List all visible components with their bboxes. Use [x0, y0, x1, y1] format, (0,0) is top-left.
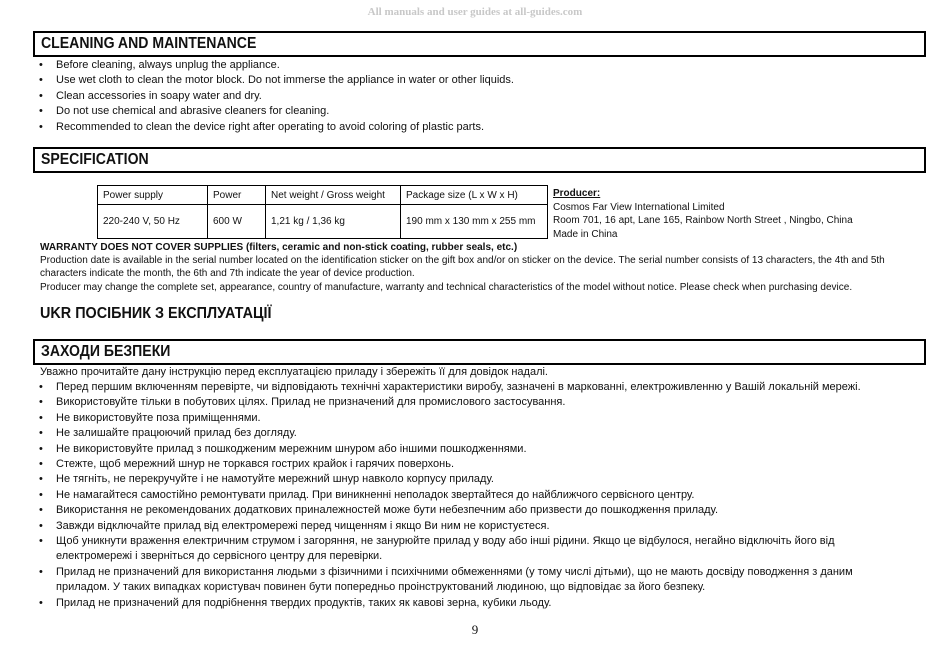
table-cell: 190 mm x 130 mm x 255 mm [401, 205, 548, 239]
list-item: • Do not use chemical and abrasive cleaners for cleaning. [33, 104, 514, 119]
list-item: • Before cleaning, always unplug the appliance. [33, 58, 514, 73]
list-item: • Не використовуйте поза приміщеннями. [33, 411, 906, 426]
table-cell: 220-240 V, 50 Hz [98, 205, 208, 239]
safety-intro: Уважно прочитайте дану інструкцію перед експлуатацією приладу і збережіть її для довідок надалі. [40, 366, 548, 378]
table-row [98, 205, 548, 239]
list-item: • Не тягніть, не перекручуйте і не намотуйте мережний шнур навколо корпусу приладу. [33, 472, 906, 487]
producer-line: Cosmos Far View International Limited [553, 201, 725, 213]
cleaning-section-header [33, 31, 926, 57]
list-item: • Прилад не призначений для подрібнення твердих продуктів, таких як кавові зерна, кубики льоду. [33, 596, 906, 611]
list-item: • Clean accessories in soapy water and dry. [33, 89, 514, 104]
list-item: • Завжди відключайте прилад від електромережі перед чищенням і якщо Ви ним не користуєтеся. [33, 519, 906, 534]
list-item: • Не використовуйте прилад з пошкодженим мережним шнуром або іншими пошкодженнями. [33, 442, 906, 457]
cleaning-title: CLEANING AND MAINTENANCE [41, 35, 257, 52]
watermark: All manuals and user guides at all-guides.com [367, 6, 583, 18]
list-item: • Прилад не призначений для використання людьми з фізичними і психічними обмеженнями (у тому числі дітьми), що не мають досвіду поводження з даним приладом. У таких випадках користувач повинен бути попередньо проінструктований людиною, що відповідає за його безпеку. [33, 565, 906, 596]
list-item: • Не залишайте працюючий прилад без догляду. [33, 426, 906, 441]
list-item: • Не намагайтеся самостійно ремонтувати прилад. При виникненні неполадок звертайтеся до найближчого сервісного центру. [33, 488, 906, 503]
list-item: • Використовуйте тільки в побутових цілях. Прилад не призначений для промислового застосування. [33, 395, 906, 410]
table-cell: 1,21 kg / 1,36 kg [266, 205, 401, 239]
table-header-cell: Net weight / Gross weight [266, 186, 401, 205]
producer-change-note: Producer may change the complete set, appearance, country of manufacture, warranty and technical characteristics of the model without notice. Please check when purchasing device. [40, 282, 853, 293]
safety-section-header [33, 339, 926, 365]
table-header-cell: Power supply [98, 186, 208, 205]
spec-title: SPECIFICATION [41, 151, 149, 168]
spec-table [97, 185, 548, 239]
list-item: • Щоб уникнути враження електричним струмом і загоряння, не занурюйте прилад у воду або інші рідини. Якщо це відбулося, негайно відключіть його від електромережі і зверніться до сервісного центру для перевірки. [33, 534, 906, 565]
table-header-cell: Package size (L x W x H) [401, 186, 548, 205]
table-cell: 600 W [208, 205, 266, 239]
producer-block [553, 187, 853, 241]
list-item: • Перед першим включенням перевірте, чи відповідають технічні характеристики виробу, зазначені в маркованні, електроживленню у Вашій локальній мережі. [33, 380, 906, 395]
list-item: • Recommended to clean the device right after operating to avoid coloring of plastic parts. [33, 120, 514, 135]
ukr-title-text: UKR ПОСІБНИК З ЕКСПЛУАТАЦІЇ [40, 305, 272, 322]
safety-list [33, 380, 906, 611]
page-number: 9 [471, 622, 479, 637]
table-header-cell: Power [208, 186, 266, 205]
list-item: • Use wet cloth to clean the motor block. Do not immerse the appliance in water or other liquids. [33, 73, 514, 88]
ukr-manual-title [40, 305, 297, 323]
spec-section-header [33, 147, 926, 173]
producer-title: Producer: [553, 188, 601, 199]
table-row [98, 186, 548, 205]
safety-title: ЗАХОДИ БЕЗПЕКИ [41, 343, 171, 360]
cleaning-list [33, 58, 514, 135]
warranty-note: WARRANTY DOES NOT COVER SUPPLIES (filters, ceramic and non-stick coating, rubber seals, etc.) [40, 242, 518, 253]
production-date-note: Production date is available in the serial number located on the identification sticker on the gift box and/or on sticker on the device. The serial number consists of 13 characters, the 4th and 5th characters indicate the month, the 6th and 7th indicate the year of device production. [40, 255, 885, 279]
list-item: • Використання не рекомендованих додаткових приналежностей може бути небезпечним або призвести до пошкодження приладу. [33, 503, 906, 518]
producer-line: Made in China [553, 228, 618, 240]
producer-line: Room 701, 16 apt, Lane 165, Rainbow North Street , Ningbo, China [553, 215, 853, 226]
list-item: • Стежте, щоб мережний шнур не торкався гострих крайок і гарячих поверхонь. [33, 457, 906, 472]
